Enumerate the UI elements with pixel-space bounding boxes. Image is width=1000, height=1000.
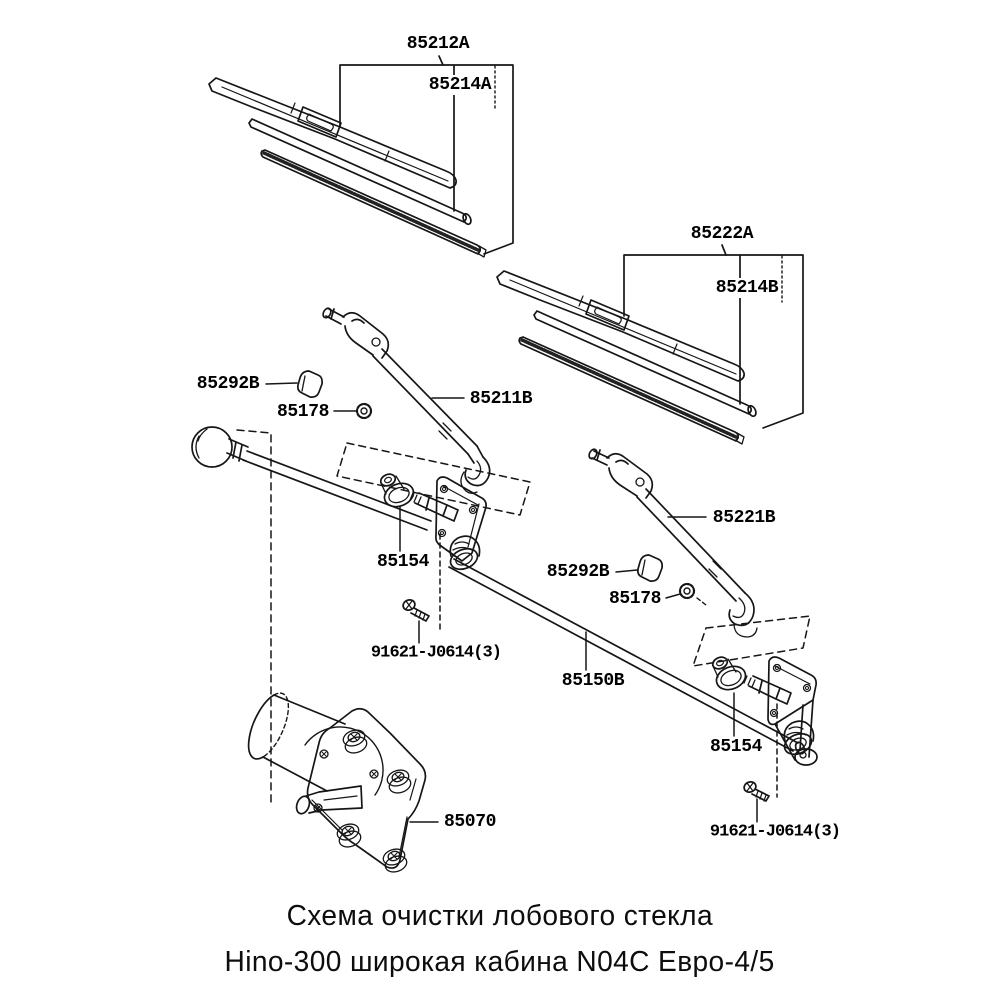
bolt-91621-left: [402, 598, 429, 621]
part-label-85222a: 85222A: [690, 224, 754, 244]
caption-line-1: [0, 902, 1000, 931]
part-label-85154-right: 85154: [709, 737, 763, 757]
part-label-91621-left: 91621-J0614(3): [370, 643, 502, 663]
pivot-cap-85292b-right: [638, 555, 662, 581]
bolt-91621-right: [743, 780, 769, 801]
wiper-motor-85070: [249, 693, 426, 874]
wiper-blade-1: [209, 78, 486, 257]
part-label-85150b: 85150B: [561, 671, 625, 691]
wiper-arm-85211b: [322, 307, 490, 493]
grommet-85154-left: [379, 472, 417, 511]
part-label-85214a: 85214A: [428, 75, 492, 95]
part-label-85070: 85070: [443, 812, 497, 832]
grommet-85154-right: [711, 655, 749, 694]
part-label-85221b: 85221B: [712, 508, 776, 528]
part-label-85178-right: 85178: [608, 589, 662, 609]
caption-line-1-text: Схема очистки лобового стекла: [286, 900, 714, 932]
part-label-85178-left: 85178: [276, 402, 330, 422]
pivot-cap-85292b-left: [298, 371, 322, 397]
caption-line-2: [0, 948, 1000, 977]
part-label-85212a: 85212A: [406, 34, 470, 54]
caption-line-2-text: Hino-300 широкая кабина N04C Евро-4/5: [224, 946, 776, 978]
nut-85178-right: [680, 584, 706, 605]
leader-lines: [266, 383, 757, 822]
part-label-85214b: 85214B: [715, 278, 779, 298]
part-label-91621-right: 91621-J0614(3): [709, 822, 841, 842]
part-label-85292b-left: 85292B: [196, 374, 260, 394]
nut-85178-left: [357, 404, 371, 418]
part-label-85211b: 85211B: [469, 389, 533, 409]
part-label-85154-left: 85154: [376, 552, 430, 572]
callout-bracket-blade-2: [624, 245, 803, 428]
part-label-85292b-right: 85292B: [546, 562, 610, 582]
